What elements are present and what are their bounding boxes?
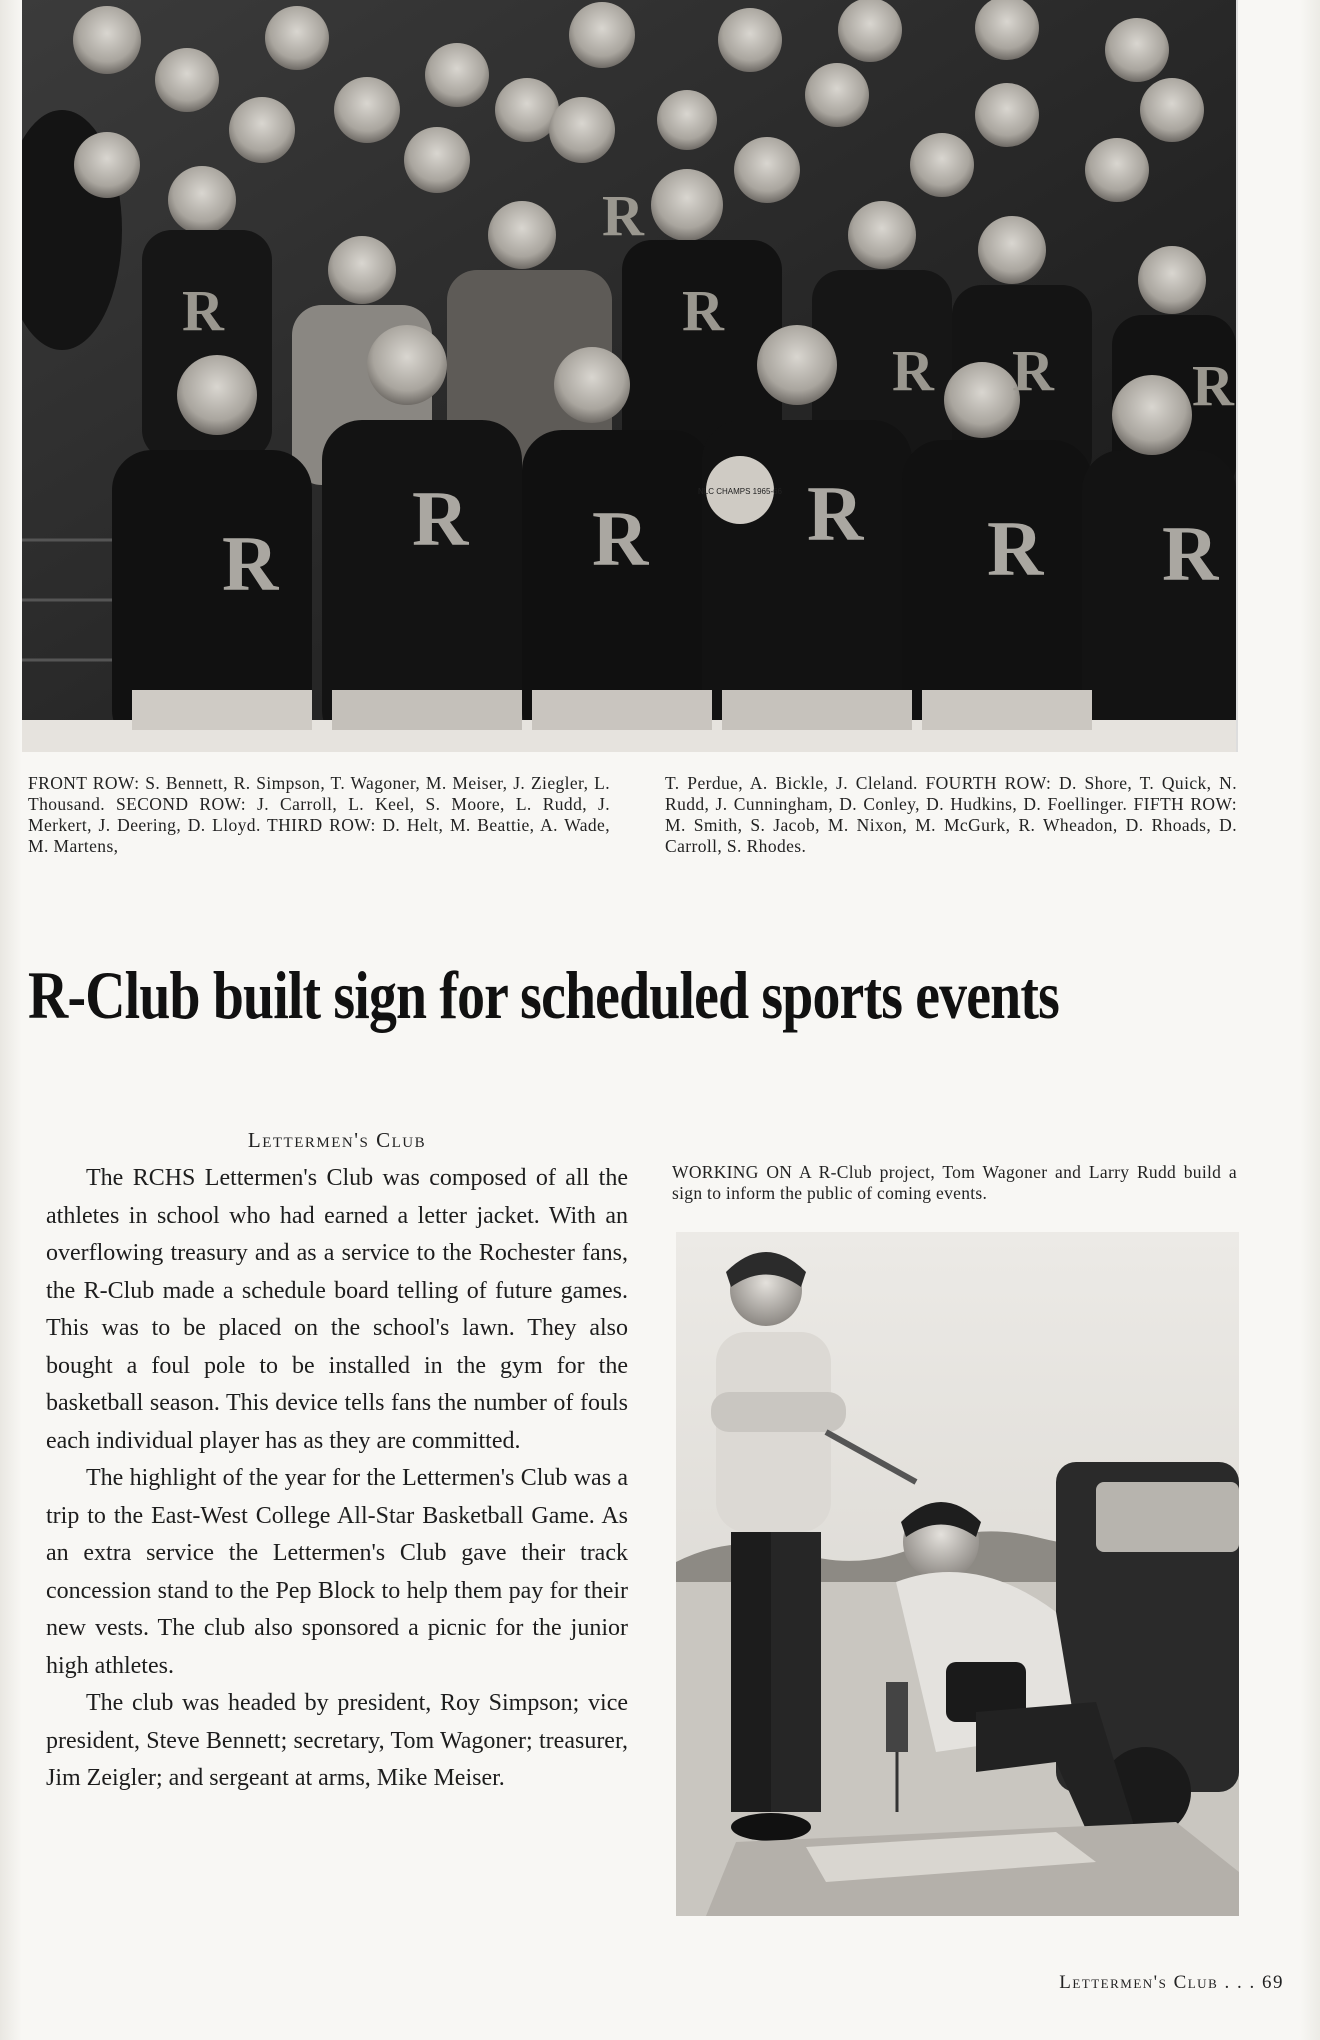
article-paragraph: The RCHS Lettermen's Club was composed of all the athletes in school who had earned a letter jacket. With an overflowing treasury and as a service to the Rochester fans, the R-Club made a schedule board telling of future games. This was to be placed on the school's lawn. They also bought a foul pole to be installed in the gym for the basketball season. This device tells fans the number of fouls each individual player has as they are committed. (46, 1165, 628, 1454)
work-photo-caption: WORKING ON A R-Club project, Tom Wagoner and Larry Rudd build a sign to inform the public of coming events. (672, 1162, 1237, 1203)
jacket-letter: R (807, 470, 864, 557)
work-photo-illustration (676, 1232, 1239, 1916)
group-caption-left: FRONT ROW: S. Bennett, R. Simpson, T. Wagoner, M. Meiser, J. Ziegler, L. Thousand. SECOND ROW: J. Carroll, L. Keel, S. Moore, L. Rudd, J. Merkert, J. Deering, D. Lloyd. THIRD ROW: D. Helt, M. Beattie, A. Wade, M. Martens, (28, 773, 610, 856)
jacket-letter: R (682, 278, 724, 343)
jacket-letter: R (182, 278, 224, 343)
group-photo-illustration (22, 0, 1236, 752)
jacket-letter: R (602, 183, 644, 248)
page-headline: R-Club built sign for scheduled sports events (28, 957, 1059, 1033)
group-photo (22, 0, 1238, 752)
jacket-letter: R (1012, 338, 1054, 403)
jacket-letter: R (592, 495, 649, 582)
section-heading: Lettermen's Club (247, 1128, 427, 1152)
article-paragraph: The club was headed by president, Roy Simpson; vice president, Steve Bennett; secretary, Tom Wagoner; treasurer, Jim Zeigler; and sergeant at arms, Mike Meiser. (46, 1690, 628, 1791)
jacket-letter: R (1162, 510, 1219, 597)
page-footer: Lettermen's Club . . . 69 (1059, 1972, 1284, 1993)
jacket-letter: R (412, 475, 469, 562)
group-caption-right: T. Perdue, A. Bickle, J. Cleland. FOURTH ROW: D. Shore, T. Quick, N. Rudd, J. Cunningham, D. Conley, D. Hudkins, D. Foellinger. FIFTH ROW: M. Smith, S. Jacob, M. Nixon, M. McGurk, R. Wheadon, D. Rhoads, D. Carroll, S. Rhodes. (665, 773, 1237, 856)
jacket-letter: R (892, 338, 934, 403)
article-paragraph: The highlight of the year for the Lettermen's Club was a trip to the East-West College All-Star Basketball Game. As an extra service the Lettermen's Club gave their track concession stand to the Pep Block to help them pay for their new vests. The club also sponsored a picnic for the junior high athletes. (46, 1465, 628, 1679)
work-photo (676, 1232, 1239, 1916)
jacket-letter: R (222, 520, 279, 607)
article-body (46, 1160, 628, 1798)
jacket-letter: R (987, 505, 1044, 592)
champs-patch-text: NLC CHAMPS 1965-66 (697, 487, 783, 496)
jacket-letter: R (1192, 353, 1234, 418)
